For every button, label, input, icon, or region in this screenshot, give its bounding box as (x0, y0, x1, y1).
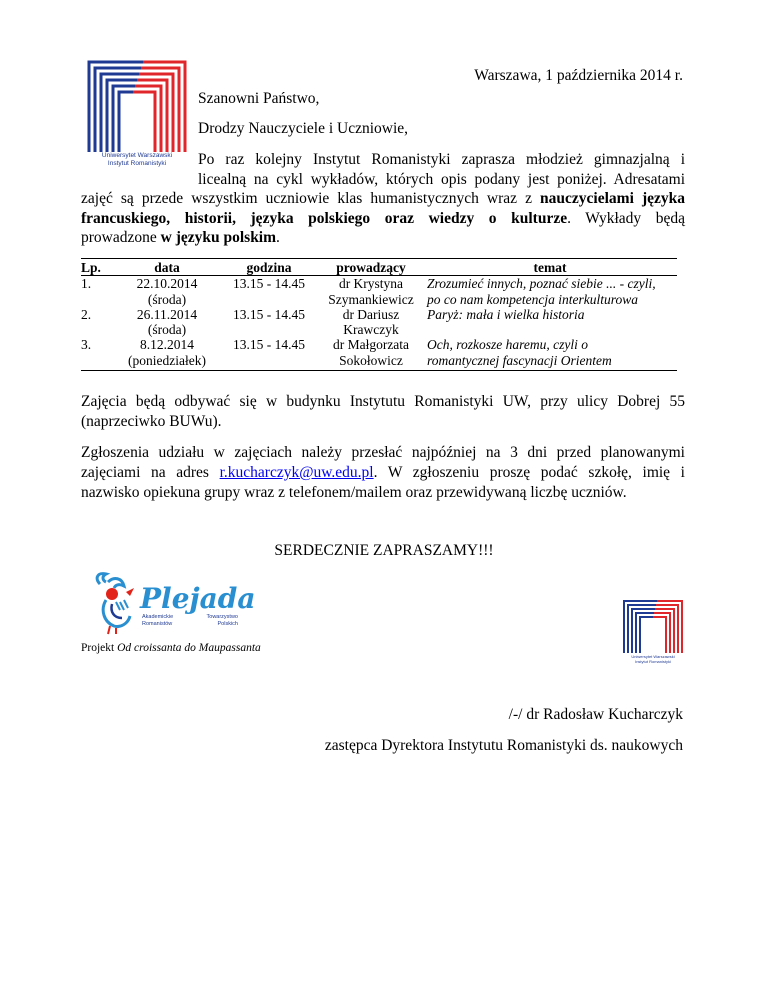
uw-logo-small-caption-2: Instytut Romanistyki (635, 659, 671, 664)
row-topic-2: po co nam kompetencja interkulturowa (427, 291, 638, 307)
row-time: 13.15 - 14.45 (233, 276, 305, 292)
header-topic: temat (423, 259, 677, 276)
table-row (81, 276, 677, 307)
invite-text: SERDECZNIE ZAPRASZAMY!!! (274, 542, 494, 559)
row-lecturer-1: dr Małgorzata (332, 337, 410, 353)
header-lecturer: prowadzący (319, 259, 423, 276)
location-line-1: Zajęcia będą odbywać się w budynku Instytutu Romanistyki UW, przy ulicy Dobrej 55 (81, 393, 685, 410)
uw-logo-caption-1: Uniwersytet Warszawski (101, 152, 173, 159)
lectures-table (81, 258, 677, 371)
row-topic-1: Paryż: mała i wielka historia (427, 306, 585, 322)
header-lp: Lp. (81, 259, 115, 276)
apply-line-3: nazwisko opiekuna grupy wraz z telefonem/mailem oraz przewidywaną liczbę uczniów. (81, 484, 627, 501)
salutation: Szanowni Państwo, (198, 90, 320, 107)
intro-line-4 (81, 209, 685, 229)
project-line (81, 641, 261, 655)
row-day: (środa) (147, 322, 187, 338)
row-time: 13.15 - 14.45 (219, 337, 319, 370)
row-lp: 2. (81, 306, 92, 322)
apply-line-2-end: . W zgłoszeniu proszę podać szkołę, imię i (373, 464, 685, 481)
row-lecturer-2: Szymankiewicz (328, 291, 414, 307)
table-header-row (81, 259, 677, 276)
plejada-subtitle (142, 614, 238, 628)
plejada-sub-4: Polskich (217, 621, 238, 627)
header-time: godzina (219, 259, 319, 276)
signature-name: /-/ dr Radosław Kucharczyk (508, 706, 683, 723)
row-date-value: 8.12.2014 (140, 337, 194, 353)
header-date: data (115, 259, 219, 276)
row-time: 13.15 - 14.45 (233, 306, 305, 322)
uw-logo-small-caption-1: Uniwersytet Warszawski (631, 654, 675, 659)
apply-line-2 (81, 463, 685, 483)
apply-line-2-text: zajęciami na adres (81, 464, 209, 481)
row-date (115, 307, 219, 338)
row-topic-1: Och, rozkosze haremu, czyli o (427, 337, 588, 353)
uw-logo (85, 56, 189, 172)
uw-logo-small (621, 597, 685, 667)
row-lecturer-1: dr Krystyna (338, 276, 404, 292)
row-lecturer (319, 276, 423, 307)
intro-bold-subjects: francuskiego, historii, języka polskiego oraz wiedzy o kulturze (81, 210, 568, 227)
plejada-sub-2: Towarzystwo (206, 614, 238, 620)
greeting: Drodzy Nauczyciele i Uczniowie, (198, 120, 409, 137)
row-topic-2: romantycznej fascynacji Orientem (427, 352, 612, 368)
uw-logo-small-icon (621, 597, 685, 653)
row-date-value: 26.11.2014 (136, 306, 198, 322)
uw-logo-caption-2: Instytut Romanistyki (107, 160, 167, 167)
row-lp: 3. (81, 337, 115, 370)
plejada-subtitle-row-1 (142, 614, 238, 621)
plejada-logo (90, 570, 256, 640)
apply-line-1: Zgłoszenia udziału w zajęciach należy przesłać najpóźniej na 3 dni przed planowanymi (81, 444, 685, 461)
uw-logo-icon (85, 56, 189, 152)
intro-line-3-text: zajęć są przede wszystkim uczniowie klas humanistycznych wraz z (81, 190, 532, 207)
table-row (81, 307, 677, 338)
intro-bold-teachers: nauczycielami języka (540, 190, 685, 207)
intro-bold-language: w języku polskim (160, 229, 277, 246)
intro-line-3 (81, 189, 685, 209)
intro-line-5-text: prowadzone (81, 229, 157, 246)
row-topic (423, 307, 677, 338)
row-topic (423, 276, 677, 307)
project-prefix: Projekt (81, 642, 115, 654)
row-lp: 1. (81, 276, 92, 292)
row-lecturer-2: Sokołowicz (339, 352, 403, 368)
intro-line-5 (81, 228, 280, 248)
date-line: Warszawa, 1 października 2014 r. (474, 67, 683, 84)
row-lecturer-1: dr Dariusz (342, 306, 400, 322)
signature-role: zastępca Dyrektora Instytutu Romanistyki ds. naukowych (324, 737, 683, 754)
row-date (115, 337, 219, 370)
row-lecturer (319, 307, 423, 338)
rooster-icon (90, 570, 142, 636)
row-lecturer (319, 337, 423, 370)
project-title: Od croissanta do Maupassanta (117, 642, 261, 654)
row-date-value: 22.10.2014 (136, 276, 198, 292)
plejada-subtitle-row-2 (142, 621, 238, 628)
row-day: (poniedziałek) (128, 352, 206, 368)
email-link[interactable]: r.kucharczyk@uw.edu.pl (219, 464, 374, 481)
plejada-name: Plejada (140, 582, 256, 615)
plejada-sub-3: Romanistów (142, 621, 173, 627)
location-line-2: (naprzeciwko BUWu). (81, 413, 222, 430)
intro-line-4-text: . Wykłady będą (567, 210, 685, 227)
intro-line-1: Po raz kolejny Instytut Romanistyki zaprasza młodzież gimnazjalną i (198, 151, 685, 168)
row-topic (423, 337, 677, 370)
intro-line-5-end: . (276, 229, 280, 246)
row-day: (środa) (147, 291, 187, 307)
plejada-sub-1: Akademickie (142, 614, 174, 620)
row-lecturer-2: Krawczyk (343, 322, 399, 338)
table-row (81, 337, 677, 370)
intro-line-2: licealną na cykl wykładów, których opis podany jest poniżej. Adresatami (198, 171, 685, 188)
row-topic-1: Zrozumieć innych, poznać siebie ... - czyli, (427, 276, 656, 292)
row-date (115, 276, 219, 307)
